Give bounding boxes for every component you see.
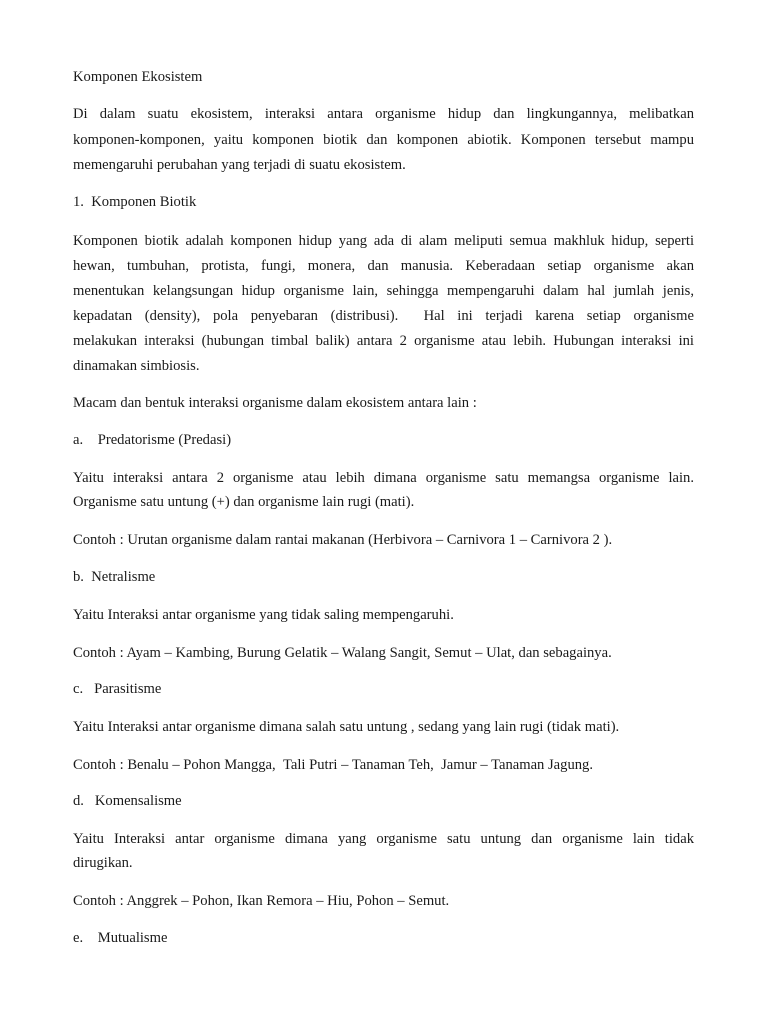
paragraph-line: Organisme satu untung (+) dan organisme lain rugi (mati). [73, 494, 415, 510]
example-line: Contoh : Ayam – Kambing, Burung Gelatik – Walang Sangit, Semut – Ulat, dan sebagainya. [73, 645, 612, 661]
example-line: Contoh : Benalu – Pohon Mangga, Tali Putri – Tanaman Teh, Jamur – Tanaman Jagung. [73, 757, 593, 773]
paragraph-line: melakukan interaksi (hubungan timbal balik) antara 2 organisme atau lebih. Hubungan interaksi ini [73, 333, 694, 349]
list-item-heading: c. Parasitisme [73, 681, 162, 697]
list-item-heading: d. Komensalisme [73, 793, 182, 809]
paragraph-line: Yaitu Interaksi antar organisme dimana yang organisme satu untung dan organisme lain tidak [73, 831, 694, 847]
paragraph-line: Di dalam suatu ekosistem, interaksi antara organisme hidup dan lingkungannya, melibatkan [73, 106, 694, 122]
paragraph-line: komponen-komponen, yaitu komponen biotik dan komponen abiotik. Komponen tersebut mampu [73, 132, 694, 148]
paragraph-line: memengaruhi perubahan yang terjadi di suatu ekosistem. [73, 157, 406, 173]
list-item-heading: b. Netralisme [73, 569, 156, 585]
paragraph-line: dirugikan. [73, 855, 133, 871]
paragraph-line: Yaitu Interaksi antar organisme yang tidak saling mempengaruhi. [73, 607, 454, 623]
list-item-heading: e. Mutualisme [73, 930, 168, 946]
paragraph-line: Yaitu Interaksi antar organisme dimana salah satu untung , sedang yang lain rugi (tidak mati). [73, 719, 620, 735]
paragraph-line: dinamakan simbiosis. [73, 358, 200, 374]
interaction-list-intro: Macam dan bentuk interaksi organisme dalam ekosistem antara lain : [73, 395, 477, 411]
paragraph-line: menentukan kelangsungan hidup organisme lain, sehingga mempengaruhi dalam hal jumlah jenis, [73, 283, 694, 299]
example-line: Contoh : Anggrek – Pohon, Ikan Remora – Hiu, Pohon – Semut. [73, 893, 450, 909]
section-heading-biotik: 1. Komponen Biotik [73, 194, 197, 210]
example-line: Contoh : Urutan organisme dalam rantai makanan (Herbivora – Carnivora 1 – Carnivora 2 ). [73, 532, 613, 548]
paragraph-line: Komponen biotik adalah komponen hidup yang ada di alam meliputi semua makhluk hidup, seperti [73, 233, 694, 249]
paragraph-line: hewan, tumbuhan, protista, fungi, monera, dan manusia. Keberadaan setiap organisme akan [73, 258, 694, 274]
document-title: Komponen Ekosistem [73, 69, 203, 85]
paragraph-line: kepadatan (density), pola penyebaran (distribusi). Hal ini terjadi karena setiap organisme [73, 308, 694, 324]
list-item-heading: a. Predatorisme (Predasi) [73, 432, 232, 448]
paragraph-line: Yaitu interaksi antara 2 organisme atau lebih dimana organisme satu memangsa organisme lain. [73, 470, 694, 486]
